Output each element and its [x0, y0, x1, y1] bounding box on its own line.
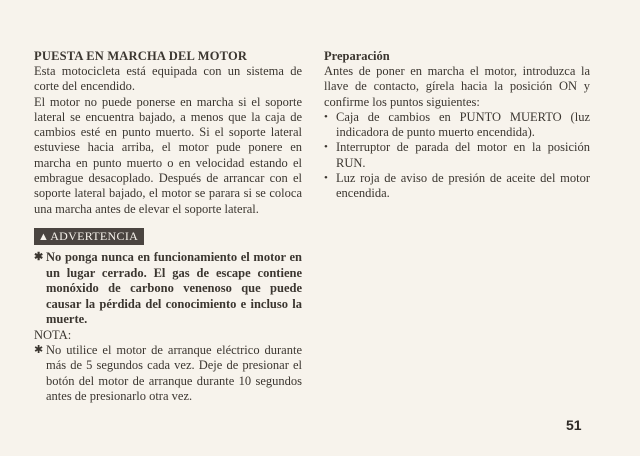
warning-item-text: No ponga nunca en funcionamiento el motor en un lugar cerrado. El gas de escape contiene monóxido de carbono venenoso que puede causar la pérdida del conocimiento e incluso la muerte.	[46, 249, 302, 327]
checklist-item	[324, 110, 590, 141]
body-paragraph: El motor no puede ponerse en marcha si el soporte lateral se encuentra bajado, a menos que la caja de cambios esté en punto muerto. Si el soporte lateral estuviese hacia arriba, el motor pude ponere en marcha en punto muerto o en velocidad estando el embrague desacoplado. Después de arrancar con el soporte lateral bajado, el motor se parara si se coloca una marcha antes de elevar el soporte lateral.	[34, 94, 302, 216]
asterisk-icon: ✱	[34, 250, 44, 263]
checklist-item	[324, 171, 590, 202]
preparation-heading: Preparación	[324, 49, 390, 63]
warning-list	[34, 250, 302, 328]
right-column	[324, 49, 590, 202]
checklist	[324, 110, 590, 202]
note-list	[34, 343, 302, 404]
checklist-item-text: Interruptor de parada del motor en la posición RUN.	[336, 140, 590, 170]
note-item-text: No utilice el motor de arranque eléctrico durante más de 5 segundos cada vez. Deje de presionar el botón del motor de arranque durante 10 segundos antes de presionarlo otra vez.	[46, 342, 302, 403]
preparation-intro: Antes de poner en marcha el motor, introduzca la llave de contacto, gírela hacia la posición ON y confirme los puntos siguientes:	[324, 64, 590, 109]
warning-item	[34, 250, 302, 328]
checklist-item-text: Luz roja de aviso de presión de aceite del motor encendida.	[336, 171, 590, 201]
warning-triangle-icon: ▲	[38, 230, 50, 243]
bullet-icon: •	[324, 110, 328, 123]
page-number: 51	[566, 417, 582, 433]
asterisk-icon: ✱	[34, 343, 44, 356]
checklist-item	[324, 140, 590, 171]
bullet-icon: •	[324, 172, 328, 185]
note-item	[34, 343, 302, 404]
note-label: NOTA:	[34, 327, 72, 342]
intro-paragraph: Esta motocicleta está equipada con un sistema de corte del encendido.	[34, 64, 302, 94]
warning-label: ADVERTENCIA	[50, 228, 139, 243]
section-heading: PUESTA EN MARCHA DEL MOTOR	[34, 49, 248, 63]
bullet-icon: •	[324, 141, 328, 154]
checklist-item-text: Caja de cambios en PUNTO MUERTO (luz indicadora de punto muerto encendida).	[336, 109, 590, 140]
left-column	[34, 49, 302, 404]
warning-badge	[34, 228, 144, 245]
